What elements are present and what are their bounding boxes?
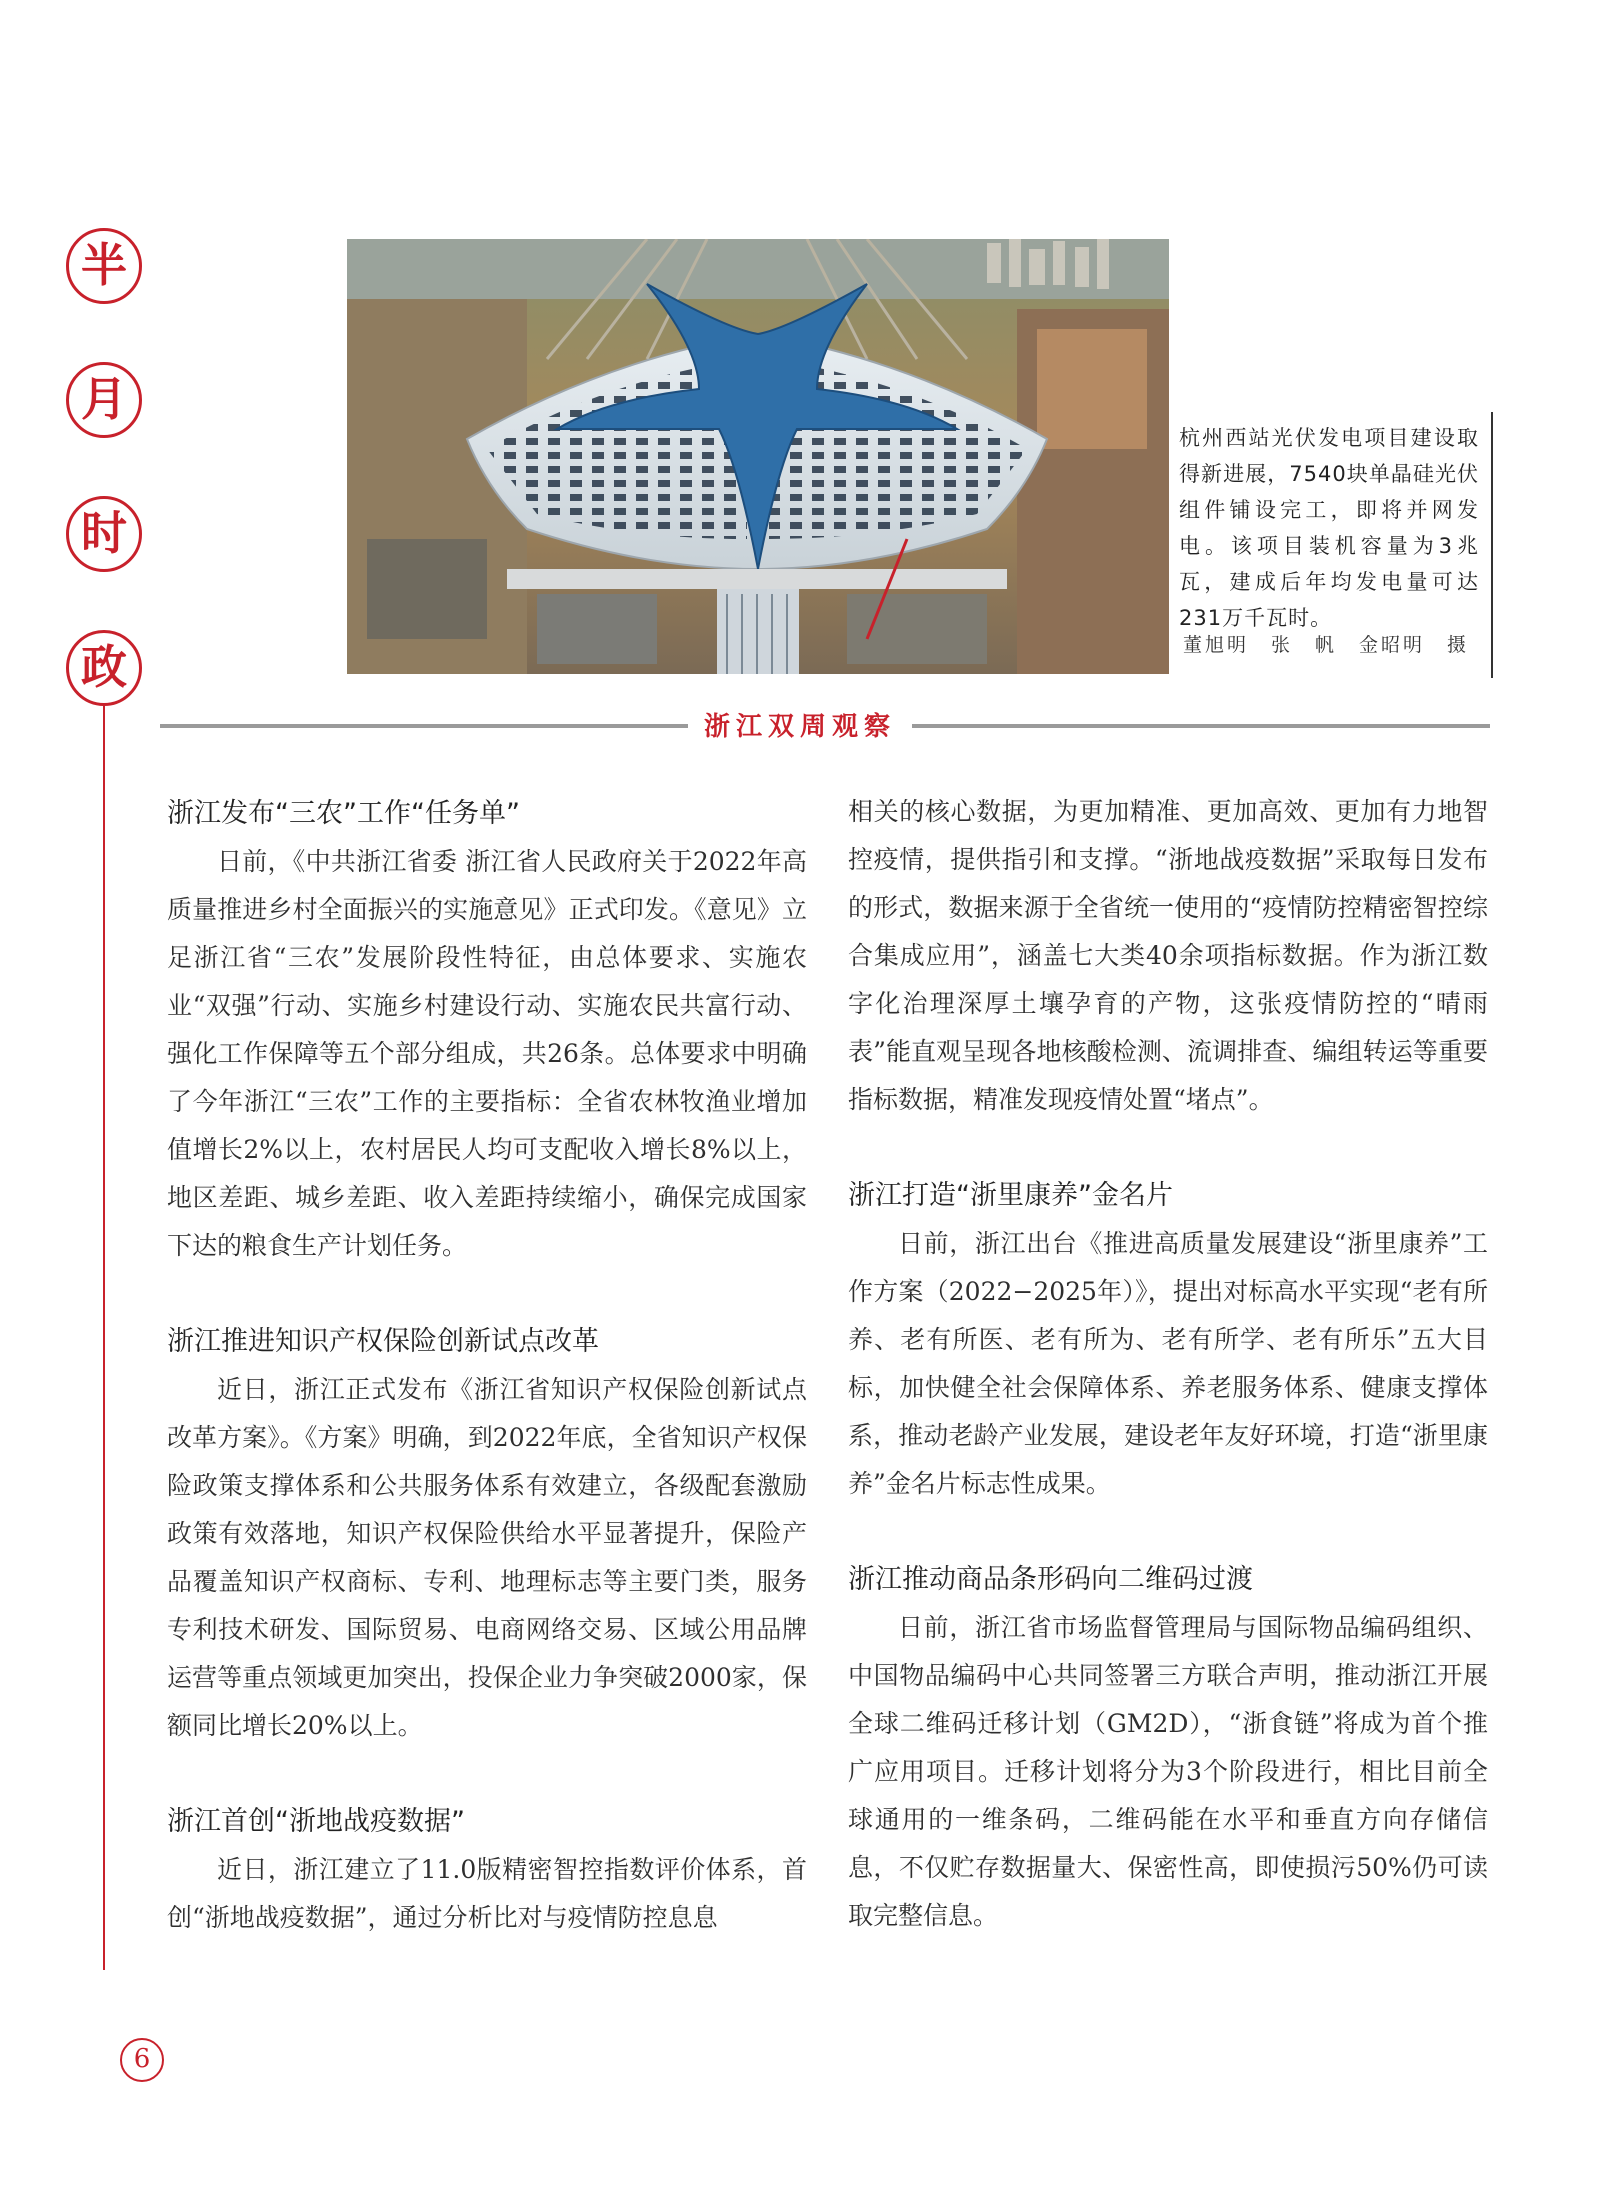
article-body: 近日，浙江正式发布《浙江省知识产权保险创新试点改革方案》。《方案》明确，到2022年底，全省知识产权保险政策支撑体系和公共服务体系有效建立，各级配套激励政策有效落地，知识产权保险供给水平显著提升，保险产品覆盖知识产权商标、专利、地理标志等主要门类，服务专利技术研发、国际贸易、电商网络交易、区域公用品牌运营等重点领域更加突出，投保企业力争突破2000家，保额同比增长20%以上。 [167, 1375, 807, 1740]
article-body: 日前，浙江省市场监督管理局与国际物品编码组织、中国物品编码中心共同签署三方联合声明，推动浙江开展全球二维码迁移计划（GM2D），“浙食链”将成为首个推广应用项目。迁移计划将分为3个阶段进行，相比目前全球通用的一维条码，二维码能在水平和垂直方向存储信息，不仅贮存数据量大、保密性高，即使损污50%仍可读取完整信息。 [848, 1613, 1488, 1930]
article-title: 浙江打造“浙里康养”金名片 [848, 1180, 1173, 1211]
article-body-continued: 相关的核心数据，为更加精准、更加高效、更加有力地智控疫情，提供指引和支撑。“浙地战疫数据”采取每日发布的形式，数据来源于全省统一使用的“疫情防控精密智控综合集成应用”，涵盖七大类40余项指标数据。作为浙江数字化治理深厚土壤孕育的产物，这张疫情防控的“晴雨表”能直观呈现各地核酸检测、流调排查、编组转运等重要指标数据，精准发现疫情处置“堵点”。 [848, 797, 1488, 1114]
left-column [167, 790, 807, 1942]
right-column [848, 788, 1488, 1940]
rubric-char: 政 [66, 630, 142, 706]
article-title: 浙江首创“浙地战疫数据” [167, 1806, 465, 1837]
page-number: 6 [120, 2038, 164, 2082]
station-photo [347, 239, 1169, 674]
article-body: 近日，浙江建立了11.0版精密智控指数评价体系，首创“浙地战疫数据”，通过分析比对与疫情防控息息 [167, 1855, 807, 1932]
photo-caption: 杭州西站光伏发电项目建设取得新进展，7540块单晶硅光伏组件铺设完工，即将并网发电。该项目装机容量为3兆瓦，建成后年均发电量可达231万千瓦时。 [1179, 426, 1479, 630]
section-title [0, 700, 1600, 749]
rubric-char: 月 [66, 362, 142, 438]
article-body: 日前，《中共浙江省委 浙江省人民政府关于2022年高质量推进乡村全面振兴的实施意见》正式印发。《意见》立足浙江省“三农”发展阶段性特征，由总体要求、实施农业“双强”行动、实施乡村建设行动、实施农民共富行动、强化工作保障等五个部分组成，共26条。总体要求中明确了今年浙江“三农”工作的主要指标：全省农林牧渔业增加值增长2%以上，农村居民人均可支配收入增长8%以上，地区差距、城乡差距、收入差距持续缩小，确保完成国家下达的粮食生产计划任务。 [167, 847, 807, 1260]
article-title: 浙江推动商品条形码向二维码过渡 [848, 1564, 1253, 1595]
rubric-rule [103, 700, 105, 1970]
section-title-text: 浙江双周观察 [688, 700, 912, 749]
rubric-char: 时 [66, 496, 142, 572]
article-body: 日前，浙江出台《推进高质量发展建设“浙里康养”工作方案（2022−2025年）》，提出对标高水平实现“老有所养、老有所医、老有所为、老有所学、老有所乐”五大目标，加快健全社会保障体系、养老服务体系、健康支撑体系，推动老龄产业发展，建设老年友好环境，打造“浙里康养”金名片标志性成果。 [848, 1229, 1488, 1498]
article-title: 浙江发布“三农”工作“任务单” [167, 798, 520, 829]
photo-credit: 董旭明 张 帆 金昭明 摄 [1182, 634, 1469, 656]
rubric-char: 半 [66, 228, 142, 304]
article-title: 浙江推进知识产权保险创新试点改革 [167, 1326, 599, 1357]
column-rubric [66, 228, 142, 764]
